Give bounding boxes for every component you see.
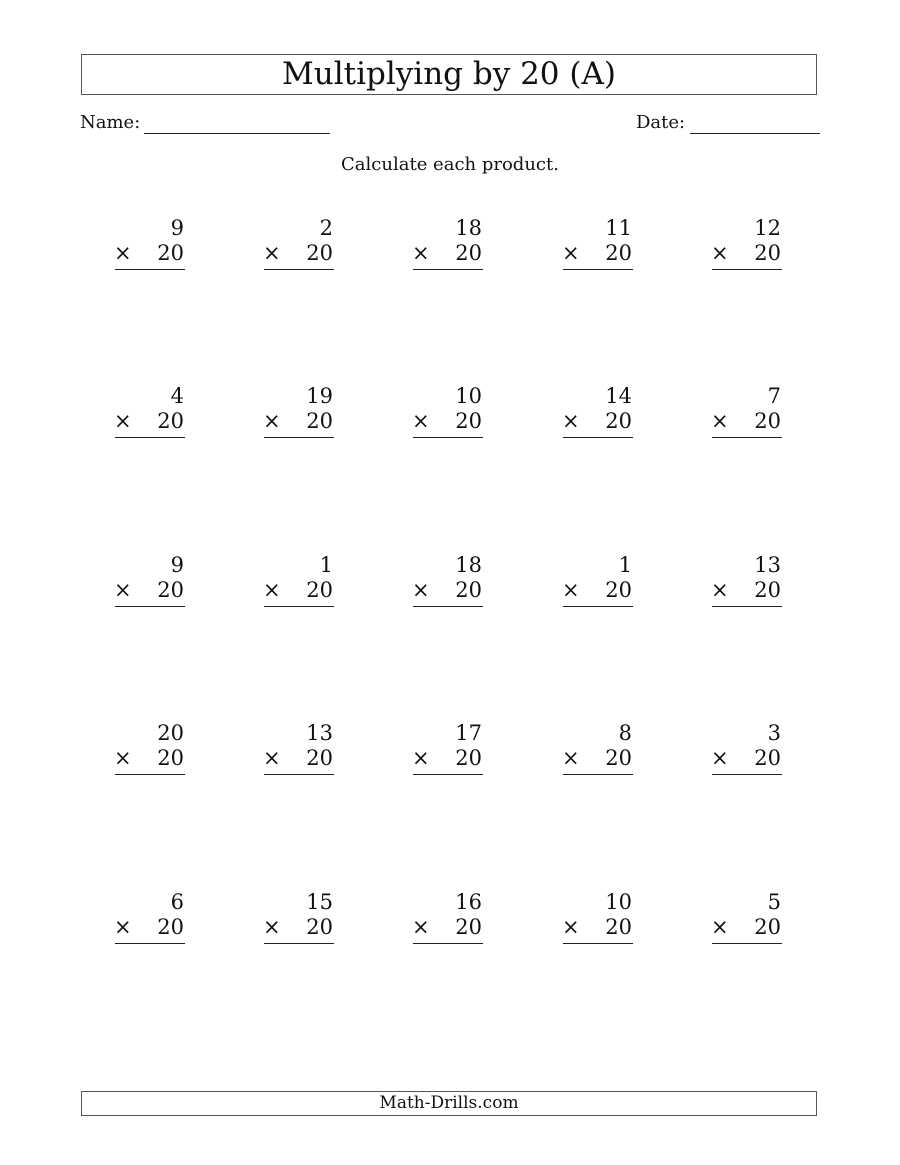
answer-line[interactable] — [413, 437, 483, 438]
times-sign: × — [711, 578, 729, 602]
multiplier: 20 — [455, 578, 482, 602]
multiplier: 20 — [306, 578, 333, 602]
times-sign: × — [114, 578, 132, 602]
multiplier: 20 — [455, 915, 482, 939]
problem — [562, 218, 632, 274]
multiplicand: 11 — [605, 216, 632, 240]
answer-line[interactable] — [413, 943, 483, 944]
problem — [562, 386, 632, 442]
name-label: Name: — [80, 112, 141, 133]
times-sign: × — [263, 578, 281, 602]
multiplicand: 6 — [170, 890, 184, 914]
multiplier: 20 — [306, 241, 333, 265]
multiplier: 20 — [605, 915, 632, 939]
problem — [114, 386, 184, 442]
multiplicand: 13 — [754, 553, 781, 577]
answer-line[interactable] — [563, 606, 633, 607]
times-sign: × — [263, 746, 281, 770]
answer-line[interactable] — [115, 774, 185, 775]
problem — [711, 386, 781, 442]
multiplier: 20 — [605, 409, 632, 433]
multiplicand: 19 — [306, 384, 333, 408]
problem — [114, 218, 184, 274]
answer-line[interactable] — [712, 943, 782, 944]
times-sign: × — [562, 578, 580, 602]
multiplier: 20 — [754, 915, 781, 939]
problem — [114, 555, 184, 611]
times-sign: × — [114, 409, 132, 433]
answer-line[interactable] — [413, 774, 483, 775]
answer-line[interactable] — [712, 606, 782, 607]
problem — [412, 386, 482, 442]
answer-line[interactable] — [115, 269, 185, 270]
times-sign: × — [114, 241, 132, 265]
footer-box — [81, 1091, 817, 1116]
answer-line[interactable] — [413, 269, 483, 270]
problem — [711, 218, 781, 274]
times-sign: × — [114, 915, 132, 939]
multiplicand: 10 — [455, 384, 482, 408]
times-sign: × — [114, 746, 132, 770]
multiplicand: 4 — [170, 384, 184, 408]
answer-line[interactable] — [264, 437, 334, 438]
problem — [263, 386, 333, 442]
problem — [412, 555, 482, 611]
times-sign: × — [562, 746, 580, 770]
multiplier: 20 — [455, 241, 482, 265]
multiplier: 20 — [754, 409, 781, 433]
problem — [263, 723, 333, 779]
multiplier: 20 — [157, 241, 184, 265]
multiplicand: 10 — [605, 890, 632, 914]
multiplicand: 8 — [618, 721, 632, 745]
multiplier: 20 — [605, 241, 632, 265]
multiplier: 20 — [157, 746, 184, 770]
problem — [412, 218, 482, 274]
multiplicand: 15 — [306, 890, 333, 914]
multiplicand: 9 — [170, 553, 184, 577]
problem — [263, 892, 333, 948]
multiplicand: 14 — [605, 384, 632, 408]
instructions: Calculate each product. — [341, 154, 559, 175]
times-sign: × — [412, 915, 430, 939]
answer-line[interactable] — [115, 437, 185, 438]
times-sign: × — [711, 409, 729, 433]
multiplier: 20 — [157, 409, 184, 433]
times-sign: × — [263, 409, 281, 433]
multiplicand: 18 — [455, 216, 482, 240]
multiplier: 20 — [306, 915, 333, 939]
answer-line[interactable] — [264, 269, 334, 270]
answer-line[interactable] — [413, 606, 483, 607]
times-sign: × — [412, 241, 430, 265]
problem — [412, 892, 482, 948]
problem — [711, 892, 781, 948]
times-sign: × — [412, 746, 430, 770]
multiplicand: 1 — [618, 553, 632, 577]
problem — [711, 555, 781, 611]
times-sign: × — [711, 915, 729, 939]
multiplicand: 5 — [767, 890, 781, 914]
multiplier: 20 — [455, 409, 482, 433]
multiplicand: 7 — [767, 384, 781, 408]
answer-line[interactable] — [115, 606, 185, 607]
multiplicand: 20 — [157, 721, 184, 745]
times-sign: × — [711, 241, 729, 265]
problem — [114, 892, 184, 948]
multiplicand: 16 — [455, 890, 482, 914]
problem — [412, 723, 482, 779]
multiplier: 20 — [754, 578, 781, 602]
problem — [562, 892, 632, 948]
times-sign: × — [263, 241, 281, 265]
answer-line[interactable] — [264, 606, 334, 607]
multiplier: 20 — [306, 746, 333, 770]
times-sign: × — [263, 915, 281, 939]
multiplicand: 3 — [767, 721, 781, 745]
multiplicand: 17 — [455, 721, 482, 745]
times-sign: × — [412, 578, 430, 602]
problem — [711, 723, 781, 779]
page-title: Multiplying by 20 (A) — [282, 56, 616, 92]
answer-line[interactable] — [712, 437, 782, 438]
multiplier: 20 — [157, 915, 184, 939]
times-sign: × — [412, 409, 430, 433]
problem — [263, 555, 333, 611]
multiplier: 20 — [605, 578, 632, 602]
times-sign: × — [562, 241, 580, 265]
multiplier: 20 — [455, 746, 482, 770]
answer-line[interactable] — [115, 943, 185, 944]
answer-line[interactable] — [712, 269, 782, 270]
footer-text: Math-Drills.com — [379, 1093, 519, 1113]
answer-line[interactable] — [563, 269, 633, 270]
multiplier: 20 — [605, 746, 632, 770]
problem — [562, 555, 632, 611]
multiplier: 20 — [754, 241, 781, 265]
times-sign: × — [562, 915, 580, 939]
multiplicand: 9 — [170, 216, 184, 240]
multiplier: 20 — [754, 746, 781, 770]
answer-line[interactable] — [563, 774, 633, 775]
problem — [263, 218, 333, 274]
times-sign: × — [562, 409, 580, 433]
date-label: Date: — [636, 112, 686, 133]
answer-line[interactable] — [264, 943, 334, 944]
multiplicand: 12 — [754, 216, 781, 240]
multiplier: 20 — [157, 578, 184, 602]
answer-line[interactable] — [563, 943, 633, 944]
multiplicand: 18 — [455, 553, 482, 577]
multiplicand: 13 — [306, 721, 333, 745]
multiplicand: 2 — [319, 216, 333, 240]
answer-line[interactable] — [712, 774, 782, 775]
problem — [562, 723, 632, 779]
multiplier: 20 — [306, 409, 333, 433]
problem — [114, 723, 184, 779]
times-sign: × — [711, 746, 729, 770]
multiplicand: 1 — [319, 553, 333, 577]
answer-line[interactable] — [563, 437, 633, 438]
answer-line[interactable] — [264, 774, 334, 775]
